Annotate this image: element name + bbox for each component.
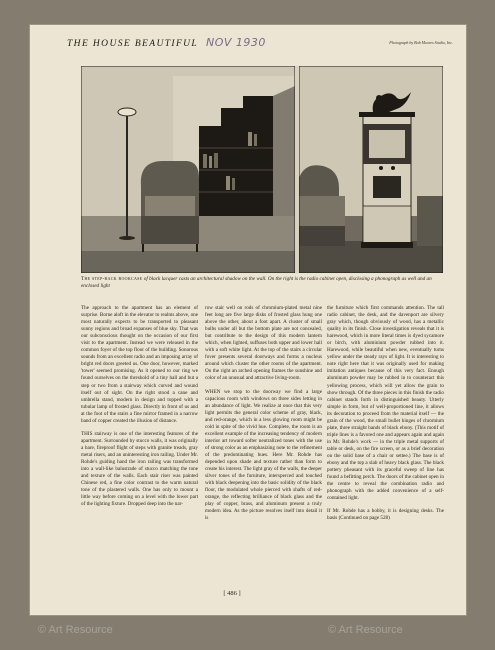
watermark-left: © Art Resource xyxy=(38,624,113,636)
paragraph: the furniture which first commands attention. The tall radio cabinet, the desk, and the davenport are silvery gray which, though obviously of wood, has a metallic quality in its finish. Close investigation reveals that it is harewood, which in more literal times is dyed sycamore or birch, with aluminium powder rubbed into it. Harewood, while beautiful when new, eventually turns yellow under the steady rays of light. It is interesting to note right here that it was originally used for making imitation antiques because of this very fact. Enough aluminum powder may be rubbed in to counteract this yellowing process, which will yet allow the grain to show through. Of the three pieces in this finish the radio cabinet stands forth in distinguished beauty. Utterly simple in form, but of well-proportioned line, it allows its decoration to proceed from the material itself — the grain of the wood, the small bullet hinges of chromium plate, three straight bands of black ebony. (This motif of triple lines is a favored one and appears again and again in Mr. Rohde's work — in the triple metal supports of table or desk, on the fire screen, or as a brief decoration on the solid base of a chair or settee.) The base is of ebony and the top a slab of heavy black glass. The black pottery pheasant with its graceful sweep of line has found a befitting perch. The doors of the cabinet open in the centre to reveal the combination radio and phonograph with the added convenience of a self-contained light. xyxy=(327,305,444,502)
armchair xyxy=(141,161,199,252)
photo-living-room xyxy=(81,66,295,273)
photo-credit: Photograph by Bob Moores Studio, Inc. xyxy=(389,40,453,45)
text-column-1 xyxy=(81,305,198,514)
paragraph: WHEN we stop to the doorway we find a large capacious room with windows on three sides letting in an abundance of light. We realize at once that this very light permits the general color scheme of gray, black, and red-orange, which in a less glowing room might be cold in spite of the vivid hue. Complete, the room is an excellent example of the increasing tendency of modern interior art toward softer neutralized tones with the use of strong color as an emphasizing note to the refinement of the predominating hues. Here Mr. Rohde has depended upon shade and texture rather than form to create his interest. The light gray of the walls, the deeper silver tones of the furniture, intersperced and touched with black deepening into the basic solidity of the black floor, the modulated whole pierced with shafts of red-orange, the reflecting brilliance of black glass and the play of copper, brass, and aluminum present a truly modern idea. As the picture resolves itself into detail it is xyxy=(205,388,322,522)
photograph xyxy=(81,66,443,273)
paragraph: If Mr. Rohde has a hobby, it is designing desks. The basis (Continued on page 528) xyxy=(327,508,444,522)
watermark-right: © Art Resource xyxy=(328,624,403,636)
paragraph: THIS stairway is one of the interesting features of the apartment. Surrounded by stucco walls, it was originally a bare, fireproof flight of steps with granite treads, gray metal risers, and an uninteresting iron railing. Under Mr. Rohde's guiding hand the iron railing was transformed into a wall-like balustrade of stucco matching the tone and texture of the walls. Each stair riser was painted Chinese red, a fine color contrast to the warm natural tone of the plastered walls. One has only to mount a little way before coming on a level with the lower part of the lighting fixture. Dropped deep into the nar- xyxy=(81,430,198,508)
page-number: [ 486 ] xyxy=(223,590,241,597)
page-content xyxy=(29,24,467,616)
masthead: THE HOUSE BEAUTIFUL xyxy=(67,39,199,49)
photo-radio-cabinet xyxy=(299,66,443,273)
text-column-2 xyxy=(205,305,322,528)
paragraph: row stair well on rods of chromium-plated metal nine feet long are five large disks of frosted glass hung one above the other, about a foot apart. A cluster of small bulbs under all but the bottom plate are not concealed, but contribute to the design of this modern lantern which, when lighted, suffuses both upper and lower hall with a soft white light. At the top of the stairs a circular fover presents several doorways and forms a nucleus around which cluster the other rooms of the apartment. On the right an arched opening frames the sunshine and color of an unusual and attractive living-room. xyxy=(205,305,322,382)
caption-lead: The step-back bookcase xyxy=(81,276,143,282)
handwritten-date: NOV 1930 xyxy=(206,36,266,49)
radio-cabinet xyxy=(359,112,415,248)
page-header xyxy=(67,36,453,55)
caption-text: of black lacquer casts an architectural shadow on the wall. On the right is the radio cabinet open, disclosing a phonograph as well and an enclosed light xyxy=(81,276,432,290)
photo-caption xyxy=(81,276,443,290)
paragraph: The approach to the apartment has an element of surprise. Borne aloft in the elevator to realms above, one most naturally expects to be transported to pleasant sunny regions and broad expanses of blue sky. That was our subconscious thought on the occasion of our first visit to the apartment. Instead we were released in the common foyer of the top floor of the building. Sonorous sounds from an excellent radio and an imposing array of bright red doors greeted us. One door, however, marked 'tower' seemed promising. As it opened to our ring we found ourselves on the threshold of a tiny hall and but a step or two from a stairway which curved and wound itself out of sight. On the right stood a cane and umbrella stand, modern in design and topped with a tubular lamp of frosted glass. Directly in front of us and at the foot of the stairs a fine mirror framed in a narrow band of copper created the illusion of distance. xyxy=(81,305,198,424)
text-column-3 xyxy=(327,305,444,528)
